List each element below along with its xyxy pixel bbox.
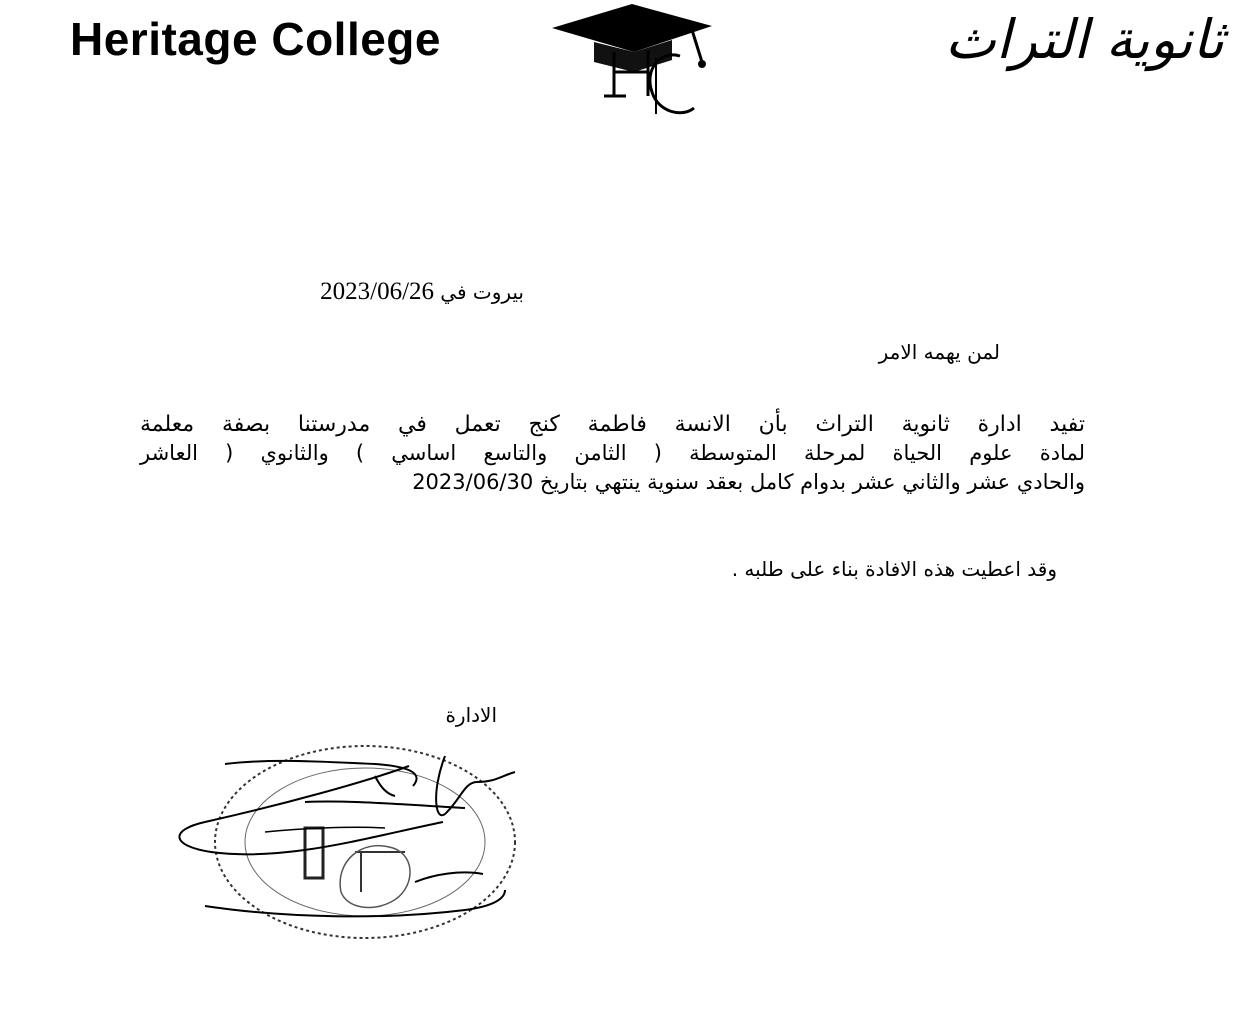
school-logo (552, 0, 767, 122)
body-line-3: والحادي عشر والثاني عشر بدوام كامل بعقد سنوية ينتهي بتاريخ 2023/06/30 (412, 470, 1085, 494)
letter-date: 2023/06/26 (320, 278, 435, 305)
letterhead-arabic-text: ثانوية التراث (945, 8, 1224, 71)
handwritten-signature (179, 756, 515, 916)
stamp-and-signature (165, 742, 535, 952)
signatory-label: الادارة (445, 703, 497, 727)
letterhead-english-name: Heritage College (70, 13, 441, 65)
closing-statement: وقد اعطيت هذه الافادة بناء على طلبه . (731, 557, 1057, 581)
letter-body (140, 410, 1085, 497)
graduation-cap-icon (552, 4, 712, 72)
body-line-1: تفيد ادارة ثانوية التراث بأن الانسة فاطمة كنج تعمل في مدرستنا بصفة معلمة (140, 412, 1085, 437)
place-and-date (320, 278, 524, 306)
letterhead-arabic-name (814, 0, 1234, 80)
salutation: لمن يهمه الامر (878, 340, 1000, 364)
body-line-2: لمادة علوم الحياة لمرحلة المتوسطة ( الثامن والتاسع اساسي ) والثانوي ( العاشر (140, 441, 1085, 465)
place-label: بيروت في (440, 280, 524, 304)
